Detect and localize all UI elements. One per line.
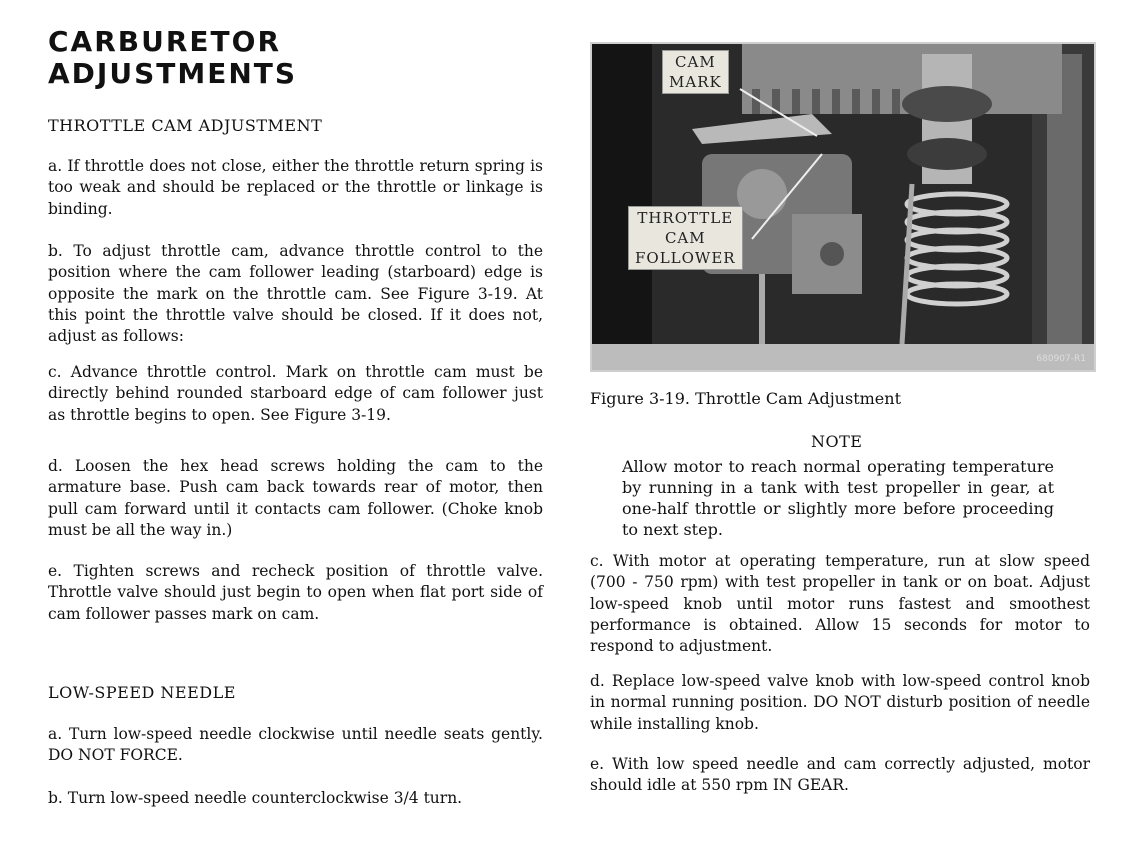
throttle-cam-step-c: c. Advance throttle control. Mark on throttle cam must be directly behind rounded starboard edge of cam follower just as throttle begins to open. See Figure 3-19. (48, 363, 543, 424)
page-title-line-1: CARBURETOR (48, 25, 282, 58)
follower-label-line-2: CAM (664, 229, 706, 247)
low-speed-step-a: a. Turn low-speed needle clockwise until needle seats gently. DO NOT FORCE. (48, 725, 543, 765)
cam-mark-label (662, 50, 729, 94)
follower-label-line-1: THROTTLE (637, 209, 734, 227)
page-title (48, 26, 297, 90)
throttle-cam-step-e: e. Tighten screws and recheck position of throttle valve. Throttle valve should just begin to open when flat port side of cam follower passes mark on cam. (48, 562, 543, 623)
note-heading: NOTE (811, 432, 863, 451)
right-step-d: d. Replace low-speed valve knob with low-speed control knob in normal running position. DO NOT disturb position of needle while installing knob. (590, 672, 1090, 733)
throttle-cam-step-d: d. Loosen the hex head screws holding the cam to the armature base. Push cam back towards rear of motor, then pull cam forward until it contacts cam follower. (Choke knob must be all the way in.) (48, 457, 543, 539)
follower-label-line-3: FOLLOWER (635, 249, 736, 267)
throttle-cam-follower-label (628, 206, 743, 270)
throttle-cam-step-b: b. To adjust throttle cam, advance throttle control to the position where the cam follower leading (starboard) edge is opposite the mark on the throttle cam. See Figure 3-19. At this point the throttle valve should be closed. If it does not, adjust as follows: (48, 242, 543, 346)
note-body: Allow motor to reach normal operating temperature by running in a tank with test propeller in gear, at one-half throttle or slightly more before proceeding to next step. (622, 457, 1054, 539)
figure-caption: Figure 3-19. Throttle Cam Adjustment (590, 389, 901, 408)
cam-mark-label-line-2: MARK (669, 73, 722, 91)
cam-mark-label-line-1: CAM (675, 53, 716, 71)
throttle-cam-step-a: a. If throttle does not close, either the throttle return spring is too weak and should be replaced or the throttle or linkage is binding. (48, 157, 543, 218)
figure-3-19-photo (590, 42, 1096, 372)
right-step-c: c. With motor at operating temperature, run at slow speed (700 - 750 rpm) with test propeller in tank or on boat. Adjust low-speed knob until motor runs fastest and smoothest performance is obtained. Allow 15 seconds for motor to respond to adjustment. (590, 552, 1090, 656)
low-speed-needle-heading: LOW-SPEED NEEDLE (48, 683, 236, 702)
page-title-line-2: ADJUSTMENTS (48, 57, 298, 90)
low-speed-step-b: b. Turn low-speed needle counterclockwise 3/4 turn. (48, 789, 463, 807)
figure-code: 680907-R1 (1036, 354, 1086, 364)
throttle-cam-heading: THROTTLE CAM ADJUSTMENT (48, 116, 323, 135)
right-step-e: e. With low speed needle and cam correctly adjusted, motor should idle at 550 rpm IN GEAR. (590, 755, 1090, 795)
